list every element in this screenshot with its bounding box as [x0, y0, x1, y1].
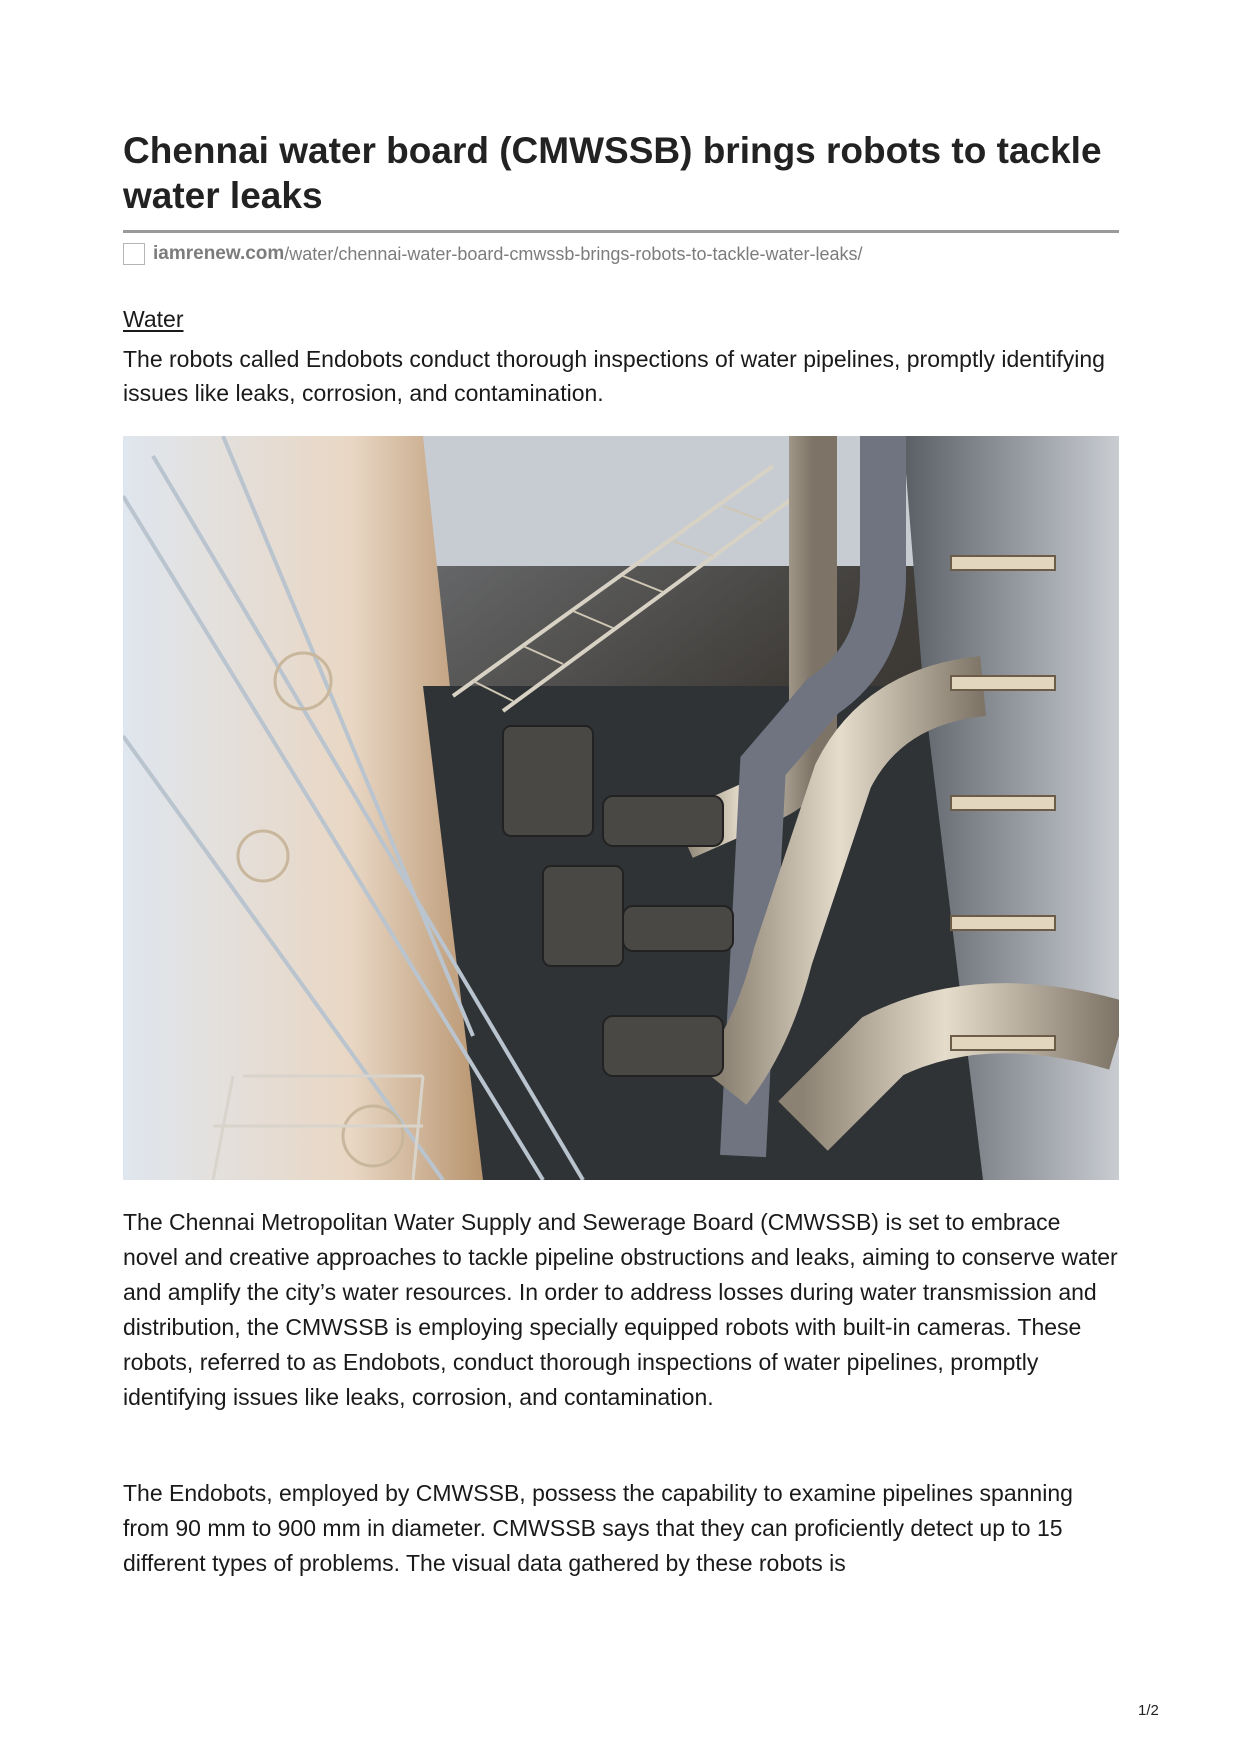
page-indicator: 1/2 [1138, 1702, 1159, 1719]
article-paragraph-1: The Chennai Metropolitan Water Supply and Sewerage Board (CMWSSB) is set to embrace novel and creative approaches to tackle pipeline obstructions and leaks, aiming to conserve water and amplify the city’s water resources. In order to address losses during water transmission and distribution, the CMWSSB is employing specially equipped robots with built-in cameras. These robots, referred to as Endobots, conduct thorough inspections of water pipelines, promptly identifying issues like leaks, corrosion, and contamination. [123, 1209, 1118, 1410]
article-title: Chennai water board (CMWSSB) brings robots to tackle water leaks [123, 130, 1102, 216]
favicon-icon [123, 243, 145, 265]
pumping-station-photo [123, 436, 1119, 1180]
source-link[interactable] [123, 241, 863, 267]
source-path: /water/chennai-water-board-cmwssb-brings-robots-to-tackle-water-leaks/ [284, 243, 863, 264]
category-link[interactable]: Water [123, 306, 184, 332]
title-divider [123, 230, 1119, 233]
article-paragraph-2: The Endobots, employed by CMWSSB, possess the capability to examine pipelines spanning from 90 mm to 900 mm in diameter. CMWSSB says that they can proficiently detect up to 15 different types of problems. The visual data gathered by these robots is [123, 1480, 1073, 1576]
article-lede: The robots called Endobots conduct thorough inspections of water pipelines, promptly identifying issues like leaks, corrosion, and contamination. [123, 346, 1105, 406]
source-domain: iamrenew.com [153, 243, 285, 264]
